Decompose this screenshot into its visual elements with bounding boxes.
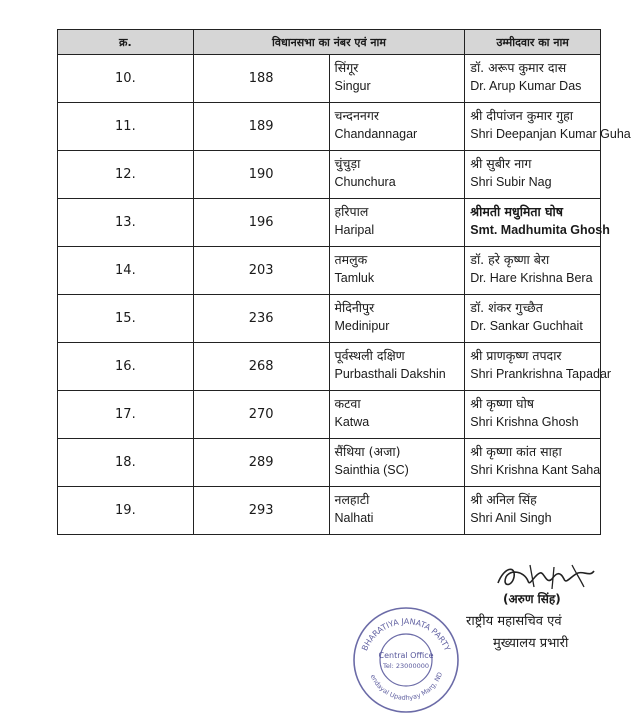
constituency-name-cell <box>329 151 465 199</box>
table-body <box>58 55 631 535</box>
serial-cell: 15. <box>58 295 194 343</box>
table-row <box>58 487 601 535</box>
constituency-number-cell: 289 <box>193 439 329 487</box>
constituency-name-english: Katwa <box>334 415 370 429</box>
table-row <box>58 247 601 295</box>
header-candidate: उम्मीदवार का नाम <box>465 30 601 55</box>
candidate-name-english: Shri Anil Singh <box>470 511 552 525</box>
serial-cell: 11. <box>58 103 194 151</box>
header-serial: क्र. <box>58 30 194 55</box>
constituency-name-hindi: पूर्वस्थली दक्षिण <box>334 348 405 363</box>
seal-center-line2: Tel: 23000000 <box>382 662 430 670</box>
candidate-name-cell <box>465 247 601 295</box>
serial-cell: 16. <box>58 343 194 391</box>
signer-name: (अरुण सिंह) <box>503 592 561 606</box>
constituency-name-hindi: सिंगूर <box>334 60 359 75</box>
constituency-name-hindi: हरिपाल <box>334 204 369 219</box>
constituency-name-cell <box>329 103 465 151</box>
candidate-name-english: Shri Prankrishna Tapadar <box>470 367 612 381</box>
candidate-name-hindi: श्री प्राणकृष्ण तपदार <box>470 348 562 363</box>
candidate-name-english: Smt. Madhumita Ghosh <box>470 223 610 237</box>
candidate-name-hindi: डॉ. शंकर गुच्छैत <box>470 300 543 315</box>
constituency-number-cell: 270 <box>193 391 329 439</box>
constituency-name-english: Nalhati <box>334 511 374 525</box>
constituency-name-cell <box>329 487 465 535</box>
candidate-name-hindi: श्री कृष्णा घोष <box>470 396 535 411</box>
candidate-name-cell <box>465 487 601 535</box>
header-constituency: विधानसभा का नंबर एवं नाम <box>193 30 465 55</box>
serial-cell: 17. <box>58 391 194 439</box>
constituency-name-hindi: तमलुक <box>334 252 368 267</box>
constituency-number-cell: 189 <box>193 103 329 151</box>
candidate-name-english: Shri Krishna Kant Saha <box>470 463 601 477</box>
constituency-number-cell: 190 <box>193 151 329 199</box>
table-row <box>58 103 601 151</box>
office-seal <box>350 604 462 716</box>
signer-title-line2: मुख्यालय प्रभारी <box>493 636 569 651</box>
constituency-name-hindi: नलहाटी <box>334 492 370 507</box>
candidate-name-cell <box>465 55 601 103</box>
table-row <box>58 55 601 103</box>
constituency-name-english: Haripal <box>334 223 375 237</box>
constituency-number-cell: 293 <box>193 487 329 535</box>
serial-cell: 14. <box>58 247 194 295</box>
constituency-name-cell <box>329 199 465 247</box>
constituency-name-cell <box>329 439 465 487</box>
constituency-name-cell <box>329 55 465 103</box>
candidate-name-english: Dr. Hare Krishna Bera <box>470 271 593 285</box>
serial-cell: 10. <box>58 55 194 103</box>
table-row <box>58 199 601 247</box>
constituency-name-hindi: कटवा <box>334 396 361 411</box>
candidate-name-cell <box>465 199 610 247</box>
constituency-name-cell <box>329 391 465 439</box>
candidate-name-cell <box>465 439 601 487</box>
constituency-number-cell: 203 <box>193 247 329 295</box>
seal-address-text: endayal Upadhyay Marg, ND <box>368 671 445 702</box>
constituency-name-hindi: चुंचुड़ा <box>334 156 361 171</box>
constituency-name-cell <box>329 343 465 391</box>
constituency-name-english: Singur <box>334 79 371 93</box>
constituency-name-english: Tamluk <box>334 271 375 285</box>
candidate-name-english: Shri Deepanjan Kumar Guha <box>470 127 631 141</box>
seal-center-line1: Central Office <box>378 651 434 660</box>
serial-cell: 18. <box>58 439 194 487</box>
candidate-name-english: Shri Subir Nag <box>470 175 552 189</box>
candidate-name-hindi: डॉ. अरूप कुमार दास <box>470 60 567 75</box>
candidate-name-cell <box>465 151 601 199</box>
constituency-number-cell: 188 <box>193 55 329 103</box>
candidate-name-cell <box>465 343 612 391</box>
candidate-name-hindi: श्रीमती मधुमिता घोष <box>470 204 563 219</box>
constituency-number-cell: 236 <box>193 295 329 343</box>
serial-cell: 13. <box>58 199 194 247</box>
constituency-name-cell <box>329 247 465 295</box>
candidate-table <box>57 29 631 535</box>
constituency-name-hindi: चन्दननगर <box>334 108 379 123</box>
candidate-name-hindi: श्री कृष्णा कांत साहा <box>470 444 562 459</box>
candidate-name-cell <box>465 391 601 439</box>
svg-text:BHARATIYA JANATA PARTY <box>360 617 452 652</box>
candidate-name-english: Dr. Arup Kumar Das <box>470 79 582 93</box>
constituency-name-english: Chandannagar <box>334 127 418 141</box>
constituency-name-english: Sainthia (SC) <box>334 463 409 477</box>
constituency-name-english: Medinipur <box>334 319 390 333</box>
table-row <box>58 439 601 487</box>
serial-cell: 12. <box>58 151 194 199</box>
candidate-name-hindi: श्री दीपांजन कुमार गुहा <box>470 108 574 123</box>
constituency-name-cell <box>329 295 465 343</box>
serial-cell: 19. <box>58 487 194 535</box>
constituency-name-english: Chunchura <box>334 175 396 189</box>
signer-title-line1: राष्ट्रीय महासचिव एवं <box>466 614 562 629</box>
constituency-number-cell: 268 <box>193 343 329 391</box>
constituency-name-english: Purbasthali Dakshin <box>334 367 446 381</box>
table-row <box>58 295 601 343</box>
candidate-name-english: Shri Krishna Ghosh <box>470 415 579 429</box>
candidate-name-cell <box>465 103 631 151</box>
constituency-name-hindi: सैंथिया (अजा) <box>334 444 401 459</box>
constituency-name-hindi: मेदिनीपुर <box>334 300 375 315</box>
table-header-row <box>58 30 601 55</box>
table-row <box>58 391 601 439</box>
candidate-name-cell <box>465 295 601 343</box>
candidate-name-hindi: श्री अनिल सिंह <box>470 492 537 507</box>
candidate-name-hindi: श्री सुबीर नाग <box>470 156 532 171</box>
candidate-name-english: Dr. Sankar Guchhait <box>470 319 583 333</box>
table-row <box>58 343 601 391</box>
constituency-number-cell: 196 <box>193 199 329 247</box>
candidate-name-hindi: डॉ. हरे कृष्णा बेरा <box>470 252 550 267</box>
table-row <box>58 151 601 199</box>
seal-party-text: BHARATIYA JANATA PARTY <box>360 616 452 653</box>
